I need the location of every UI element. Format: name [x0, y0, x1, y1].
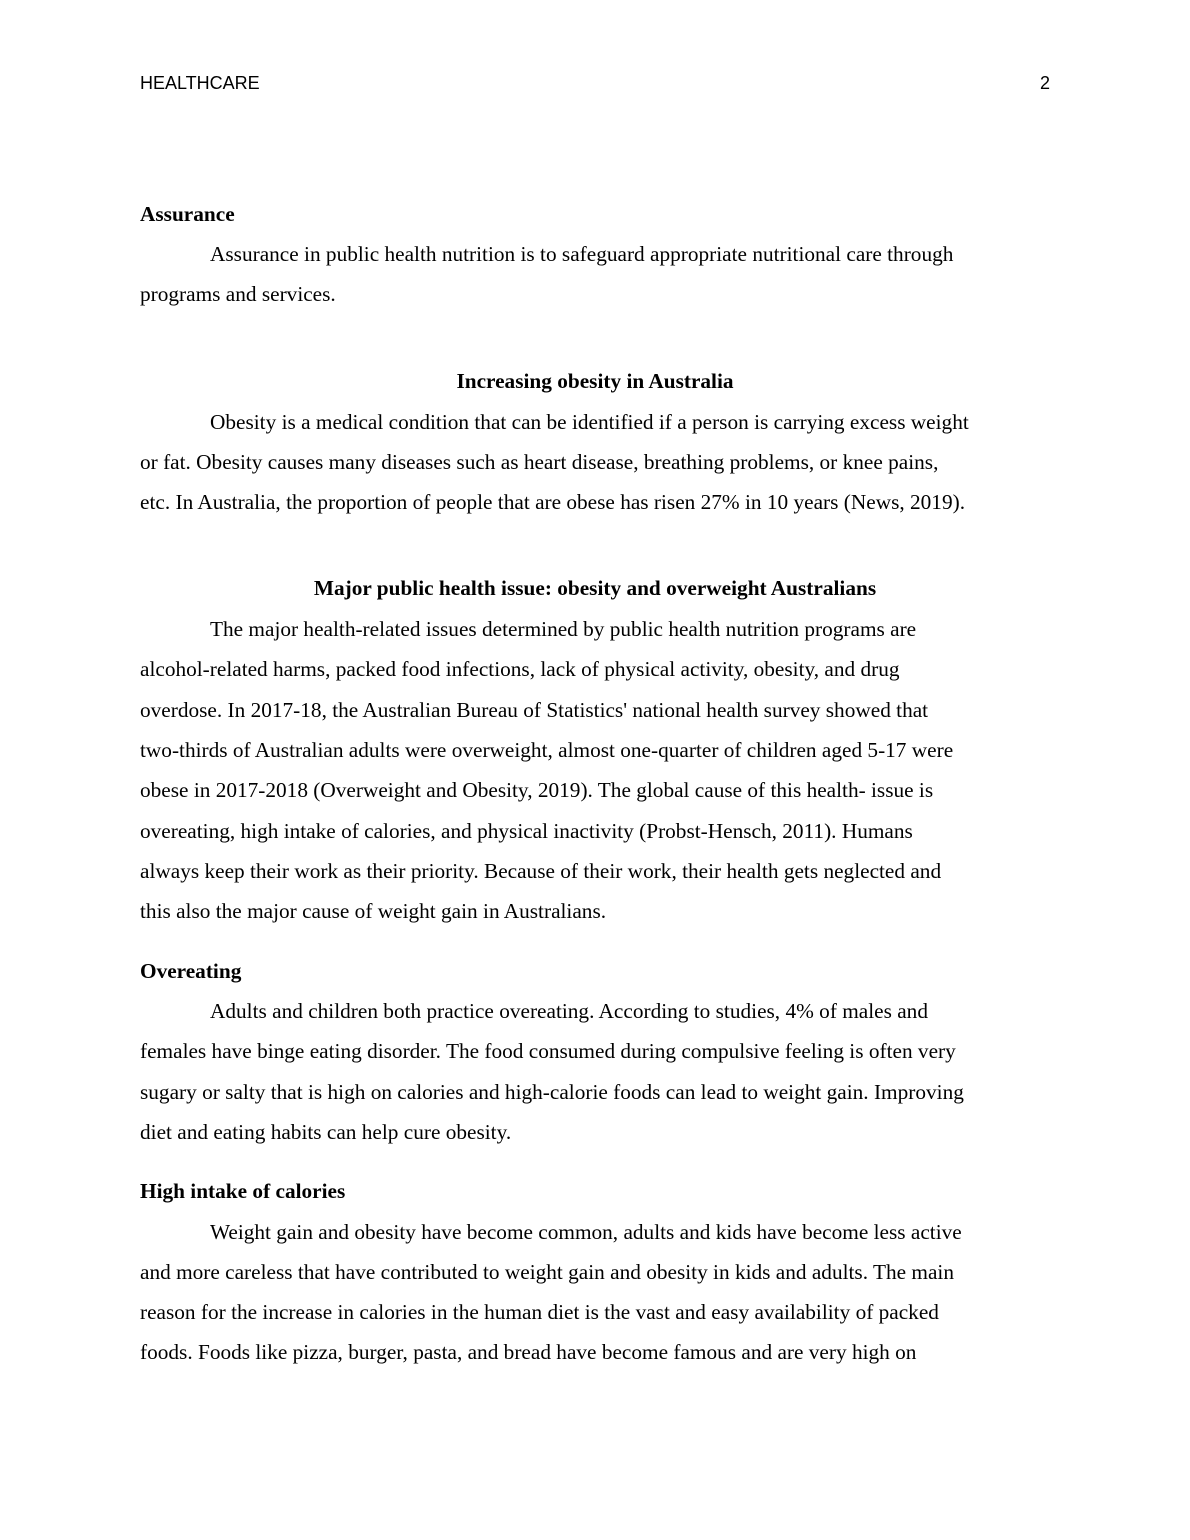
section-heading-major-issue: Major public health issue: obesity and overweight Australians — [313, 576, 877, 600]
paragraph-line: foods. Foods like pizza, burger, pasta, and bread have become famous and are very high on — [140, 1340, 917, 1364]
paragraph-line: Weight gain and obesity have become common, adults and kids have become less active — [210, 1220, 962, 1244]
section-heading-obesity: Increasing obesity in Australia — [456, 369, 734, 393]
page-number: 2 — [1039, 73, 1050, 93]
running-title: HEALTHCARE — [140, 73, 260, 93]
paragraph-line: diet and eating habits can help cure obesity. — [140, 1120, 512, 1144]
paragraph-line: two-thirds of Australian adults were overweight, almost one-quarter of children aged 5-17 were — [140, 738, 954, 762]
section-heading-assurance: Assurance — [140, 202, 235, 226]
paragraph-line: females have binge eating disorder. The food consumed during compulsive feeling is often very — [140, 1039, 956, 1063]
paragraph-line: The major health-related issues determined by public health nutrition programs are — [210, 617, 917, 641]
paragraph-line: etc. In Australia, the proportion of people that are obese has risen 27% in 10 years (News, 2019). — [140, 490, 966, 514]
paragraph-line: overdose. In 2017-18, the Australian Bureau of Statistics' national health survey showed that — [140, 698, 929, 722]
section-heading-overeating: Overeating — [140, 959, 242, 983]
paragraph-line: alcohol-related harms, packed food infections, lack of physical activity, obesity, and drug — [140, 657, 900, 681]
paragraph-line: programs and services. — [140, 282, 336, 306]
section-heading-calories: High intake of calories — [140, 1179, 346, 1203]
paragraph-line: reason for the increase in calories in the human diet is the vast and easy availability of packed — [140, 1300, 939, 1324]
paragraph-line: Adults and children both practice overeating. According to studies, 4% of males and — [210, 999, 928, 1023]
paragraph-line: always keep their work as their priority. Because of their work, their health gets neglected and — [140, 859, 942, 883]
paragraph-line: obese in 2017-2018 (Overweight and Obesity, 2019). The global cause of this health- issue is — [140, 778, 934, 802]
paragraph-line: and more careless that have contributed to weight gain and obesity in kids and adults. The main — [140, 1260, 955, 1284]
paragraph-line: Assurance in public health nutrition is to safeguard appropriate nutritional care through — [210, 242, 954, 266]
paragraph-line: Obesity is a medical condition that can be identified if a person is carrying excess weight — [210, 410, 969, 434]
paragraph-line: overeating, high intake of calories, and physical inactivity (Probst-Hensch, 2011). Humans — [140, 819, 913, 843]
paragraph-line: sugary or salty that is high on calories and high-calorie foods can lead to weight gain. Improving — [140, 1080, 964, 1104]
paragraph-line: this also the major cause of weight gain in Australians. — [140, 899, 607, 923]
running-header — [140, 70, 1050, 96]
paragraph-line: or fat. Obesity causes many diseases such as heart disease, breathing problems, or knee pains, — [140, 450, 939, 474]
